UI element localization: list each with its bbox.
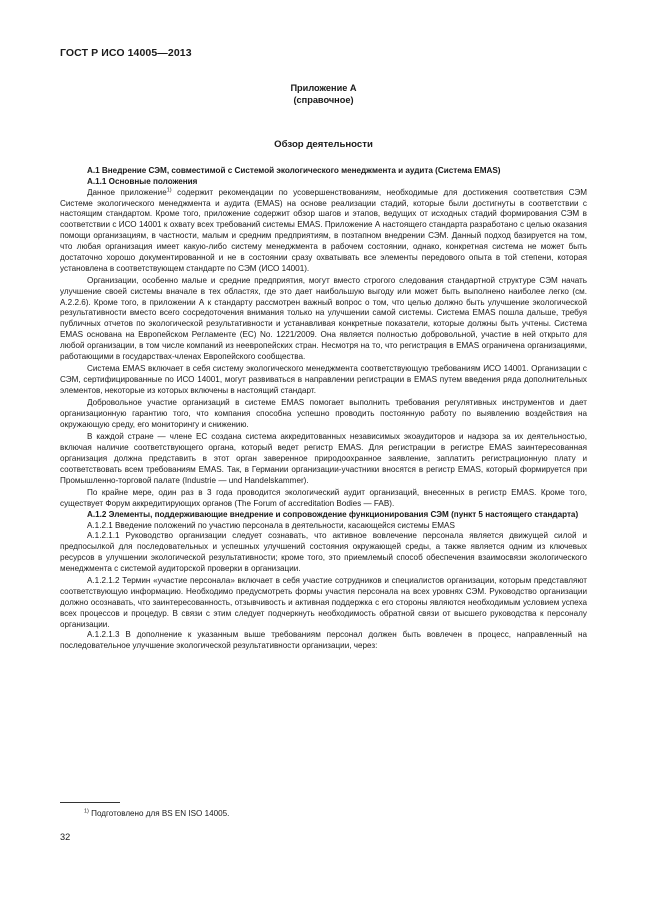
annex-title: Приложение А <box>290 83 357 93</box>
paragraph-9: А.1.2.1.2 Термин «участие персонала» включает в себя участие сотрудников и специалистов организации, которым представляют соответствующую информацию. Необходимо предусмотреть формы участия персонала на всех уровнях СЭМ. Руководство организации должно осознавать, что заинтересованность, отзывчивость и активная поддержка с его стороны являются необходимым условием успеха всех процессов и процедур. В связи с этим следует подчеркнуть необходимость обратной связи от высшего руководства к персоналу организации. <box>60 576 587 629</box>
paragraph-10: А.1.2.1.3 В дополнение к указанным выше требованиям персонал должен быть вовлечен в процесс, направленный на последовательное улучшение экологической результативности организации, через: <box>60 630 587 651</box>
paragraph-5: В каждой стране — члене ЕС создана система аккредитованных независимых экоаудиторов и надзора за их деятельностью, включая наличие соответствующего органа, который ведет регистр EMAS. Для регистрации в регистре EMAS заинтересованная организация должна представить в этот орган заверенное природоохранное заявление, заплатить регистрационную плату и соответствовать всем требованиям EMAS. Так, в Германии организации-участники вносятся в регистр EMAS, который формируется при Промышленно-торговой палате (Industrie — und Handelskammer). <box>60 432 587 485</box>
paragraph-3: Система EMAS включает в себя систему экологического менеджмента соответствующую требованиям ИСО 14001. Организации с СЭМ, сертифицированные по ИСО 14001, могут развиваться в направлении регистрации в EMAS путем введения ряда дополнительных элементов, некоторые из которых включены в настоящий стандарт. <box>60 364 587 395</box>
paragraph-6: По крайне мере, один раз в 3 года проводится экологический аудит организаций, внесенных в регистр EMAS. Кроме того, существует Форум аккредитирующих органов (The Forum of accreditation Bodies — FAB). <box>60 487 587 508</box>
paragraph-1-rest: содержит рекомендации по усовершенствованиям, необходимые для достижения соответствия СЭМ Системе экологического менеджмента и аудита (EMAS) на основе реализации стадий, которые были достигнуты в соответствии с настоящим стандартом. Кроме того, приложение содержит обзор шагов и этапов, ведущих от исходных стадий формирования СЭМ в соответствии с ИСО 14001 к охвату всех требований системы EMAS. Приложение А настоящего стандарта разработано с целью оказания помощи организациям, в частности, малым и средним предприятиям, в поэтапном внедрении СЭМ. Данный подход базируется на том, что любая организация имеет какую-либо систему менеджмента в рабочем состоянии, однако, конкретная система не может быть достаточно хорошо документированной и не в состоянии сразу охватывать все элементы передового опыта в той степени, которая установлена в соответствующем стандарте по СЭМ (ИСО 14001). <box>60 187 587 273</box>
annex-heading <box>60 82 587 106</box>
footnote-ref: 1) <box>166 187 172 194</box>
standard-header: ГОСТ Р ИСО 14005—2013 <box>60 47 192 59</box>
paragraph-2: Организации, особенно малые и средние предприятия, могут вместо строгого следования стандартной структуре СЭМ начать улучшение своей системы вначале в тех областях, где это дает наибольшую выгоду или может быть выполнено наиболее легко (см. А.2.2.6). Кроме того, в приложении А к стандарту рассмотрен важный вопрос о том, что целью должно быть улучшение экологической результативности вместо всего сосредоточения внимания только на улучшении самой системы. Система EMAS пошла дальше, требуя публичных отчетов по экологической результативности и устанавливая конкретные показатели, которые должны быть учтены. Система EMAS основана на Европейском Регламенте (ЕС) No. 1221/2009. Она является полностью добровольной, участие в ней открыто для любой организации, в том числе компаний из неевропейских стран. Несмотря на то, что регистрация в EMAS ограничена организациями, работающими в государствах-членах Европейского сообщества. <box>60 275 587 361</box>
body-text <box>60 166 587 652</box>
paragraph-7: А.1.2.1 Введение положений по участию персонала в деятельности, касающейся системы EMAS <box>87 520 455 530</box>
paragraph-1-start: Данное приложение <box>87 187 167 197</box>
paragraph-1 <box>60 188 587 275</box>
heading-a12: А.1.2 Элементы, поддерживающие внедрение и сопровождение функционирования СЭМ (пункт 5 настоящего стандарта) <box>87 509 579 519</box>
footnote-divider <box>60 802 120 803</box>
footnote <box>84 809 229 818</box>
footnote-text: Подготовлено для BS EN ISO 14005. <box>88 809 230 818</box>
paragraph-8: А.1.2.1.1 Руководство организации следует сознавать, что активное вовлечение персонала является движущей силой и предпосылкой для последовательных и успешных улучшений состояния окружающей среды, а также является одним из ключевых ресурсов в улучшении экологической результативности; кроме того, это приемлемый способ обеспечения взаимосвязи экологического менеджмента с системой аудиторской проверки в организации. <box>60 531 587 573</box>
annex-subtitle: (справочное) <box>293 95 354 105</box>
page-number: 32 <box>60 832 71 842</box>
section-title: Обзор деятельности <box>274 139 373 150</box>
footnote-marker: 1) <box>84 808 89 815</box>
heading-a11: А.1.1 Основные положения <box>87 176 198 186</box>
heading-a1: А.1 Внедрение СЭМ, совместимой с Системой экологического менеджмента и аудита (Система EMAS) <box>87 166 501 175</box>
paragraph-4: Добровольное участие организаций в системе EMAS помогает выполнить требования регулятивных инструментов и дает организационную гарантию того, что компания способна успешно проводить постоянную работу по выявлению воздействия на окружающую среду, его мониторингу и снижению. <box>60 398 587 429</box>
